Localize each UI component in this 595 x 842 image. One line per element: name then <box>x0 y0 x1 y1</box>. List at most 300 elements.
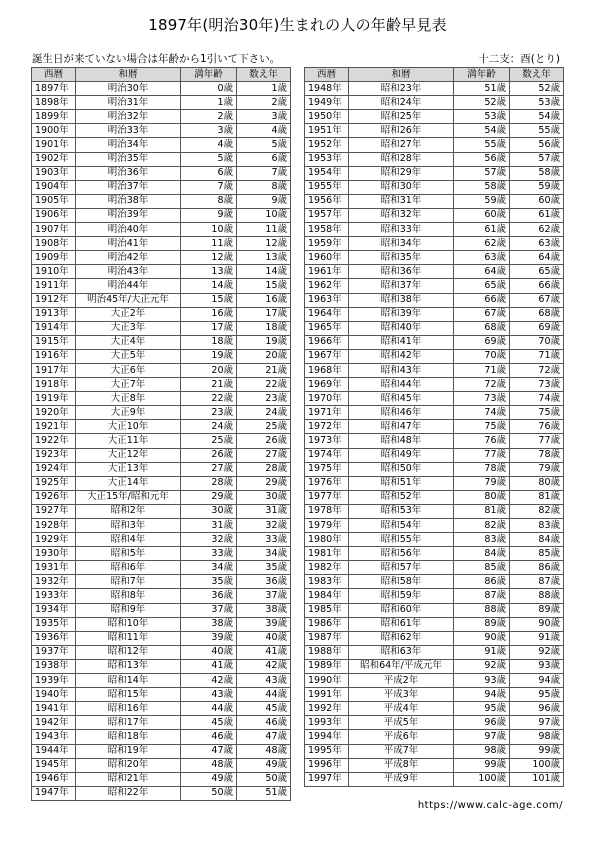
table-row <box>32 180 291 194</box>
table-row <box>305 237 564 251</box>
full-age-cell: 26歳 <box>181 448 237 462</box>
table-row <box>305 533 564 547</box>
kazoe-age-cell: 30歳 <box>237 490 291 504</box>
japanese-era-cell: 大正6年 <box>76 363 181 377</box>
western-year-cell: 1979年 <box>305 519 349 533</box>
japanese-era-cell: 平成3年 <box>349 688 454 702</box>
kazoe-age-cell: 97歳 <box>510 716 564 730</box>
japanese-era-cell: 昭和51年 <box>349 476 454 490</box>
western-year-cell: 1930年 <box>32 547 76 561</box>
full-age-cell: 46歳 <box>181 730 237 744</box>
kazoe-age-cell: 88歳 <box>510 589 564 603</box>
full-age-cell: 63歳 <box>454 251 510 265</box>
kazoe-age-cell: 84歳 <box>510 533 564 547</box>
full-age-cell: 54歳 <box>454 124 510 138</box>
japanese-era-cell: 明治35年 <box>76 152 181 166</box>
japanese-era-cell: 昭和44年 <box>349 378 454 392</box>
japanese-era-cell: 昭和50年 <box>349 462 454 476</box>
japanese-era-cell: 昭和54年 <box>349 519 454 533</box>
table-row <box>305 716 564 730</box>
japanese-era-cell: 大正9年 <box>76 406 181 420</box>
table-row <box>32 279 291 293</box>
table-row <box>305 110 564 124</box>
western-year-cell: 1909年 <box>32 251 76 265</box>
japanese-era-cell: 昭和29年 <box>349 166 454 180</box>
full-age-cell: 88歳 <box>454 603 510 617</box>
table-row <box>32 744 291 758</box>
zodiac-label: 十二支：酉(とり) <box>478 53 560 65</box>
japanese-era-cell: 明治30年 <box>76 82 181 96</box>
western-year-cell: 1966年 <box>305 335 349 349</box>
western-year-cell: 1952年 <box>305 138 349 152</box>
table-row <box>32 490 291 504</box>
table-row <box>32 363 291 377</box>
table-row <box>32 504 291 518</box>
western-year-cell: 1925年 <box>32 476 76 490</box>
western-year-cell: 1921年 <box>32 420 76 434</box>
kazoe-age-cell: 35歳 <box>237 561 291 575</box>
japanese-era-cell: 昭和8年 <box>76 589 181 603</box>
full-age-cell: 21歳 <box>181 378 237 392</box>
table-row <box>32 237 291 251</box>
table-row <box>305 279 564 293</box>
full-age-cell: 76歳 <box>454 434 510 448</box>
full-age-cell: 14歳 <box>181 279 237 293</box>
japanese-era-cell: 昭和46年 <box>349 406 454 420</box>
table-row <box>32 617 291 631</box>
western-year-cell: 1916年 <box>32 349 76 363</box>
kazoe-age-cell: 65歳 <box>510 265 564 279</box>
japanese-era-cell: 昭和39年 <box>349 307 454 321</box>
table-row <box>305 307 564 321</box>
western-year-cell: 1917年 <box>32 363 76 377</box>
full-age-cell: 53歳 <box>454 110 510 124</box>
japanese-era-cell: 平成6年 <box>349 730 454 744</box>
full-age-cell: 77歳 <box>454 448 510 462</box>
japanese-era-cell: 昭和33年 <box>349 223 454 237</box>
western-year-cell: 1961年 <box>305 265 349 279</box>
western-year-cell: 1910年 <box>32 265 76 279</box>
full-age-cell: 86歳 <box>454 575 510 589</box>
japanese-era-cell: 昭和10年 <box>76 617 181 631</box>
table-row <box>32 392 291 406</box>
full-age-cell: 91歳 <box>454 645 510 659</box>
full-age-cell: 22歳 <box>181 392 237 406</box>
japanese-era-cell: 昭和28年 <box>349 152 454 166</box>
table-row <box>32 786 291 800</box>
kazoe-age-cell: 5歳 <box>237 138 291 152</box>
full-age-cell: 45歳 <box>181 716 237 730</box>
full-age-cell: 78歳 <box>454 462 510 476</box>
kazoe-age-cell: 98歳 <box>510 730 564 744</box>
table-row <box>305 561 564 575</box>
table-row <box>305 124 564 138</box>
western-year-cell: 1986年 <box>305 617 349 631</box>
full-age-cell: 49歳 <box>181 772 237 786</box>
western-year-cell: 1996年 <box>305 758 349 772</box>
table-row <box>305 730 564 744</box>
japanese-era-cell: 明治31年 <box>76 96 181 110</box>
western-year-cell: 1953年 <box>305 152 349 166</box>
kazoe-age-cell: 46歳 <box>237 716 291 730</box>
full-age-cell: 100歳 <box>454 772 510 786</box>
full-age-cell: 38歳 <box>181 617 237 631</box>
western-year-cell: 1974年 <box>305 448 349 462</box>
western-year-cell: 1973年 <box>305 434 349 448</box>
kazoe-age-cell: 58歳 <box>510 166 564 180</box>
japanese-era-cell: 明治43年 <box>76 265 181 279</box>
table-row <box>305 82 564 96</box>
table-row <box>305 223 564 237</box>
western-year-cell: 1964年 <box>305 307 349 321</box>
table-row <box>32 194 291 208</box>
western-year-cell: 1945年 <box>32 758 76 772</box>
table-row <box>305 420 564 434</box>
japanese-era-cell: 昭和17年 <box>76 716 181 730</box>
japanese-era-cell: 昭和56年 <box>349 547 454 561</box>
full-age-cell: 25歳 <box>181 434 237 448</box>
japanese-era-cell: 昭和63年 <box>349 645 454 659</box>
full-age-cell: 67歳 <box>454 307 510 321</box>
full-age-cell: 11歳 <box>181 237 237 251</box>
western-year-cell: 1978年 <box>305 504 349 518</box>
western-year-cell: 1904年 <box>32 180 76 194</box>
japanese-era-cell: 昭和47年 <box>349 420 454 434</box>
kazoe-age-cell: 76歳 <box>510 420 564 434</box>
western-year-cell: 1946年 <box>32 772 76 786</box>
kazoe-age-cell: 71歳 <box>510 349 564 363</box>
full-age-cell: 95歳 <box>454 702 510 716</box>
table-row <box>32 533 291 547</box>
japanese-era-cell: 明治39年 <box>76 208 181 222</box>
japanese-era-cell: 大正11年 <box>76 434 181 448</box>
table-row <box>305 519 564 533</box>
full-age-cell: 58歳 <box>454 180 510 194</box>
western-year-cell: 1982年 <box>305 561 349 575</box>
table-row <box>305 688 564 702</box>
kazoe-age-cell: 101歳 <box>510 772 564 786</box>
full-age-cell: 92歳 <box>454 659 510 673</box>
table-row <box>32 208 291 222</box>
japanese-era-cell: 大正12年 <box>76 448 181 462</box>
full-age-cell: 66歳 <box>454 293 510 307</box>
japanese-era-cell: 明治44年 <box>76 279 181 293</box>
table-row <box>305 772 564 786</box>
western-year-cell: 1923年 <box>32 448 76 462</box>
japanese-era-cell: 昭和64年/平成元年 <box>349 659 454 673</box>
western-year-cell: 1912年 <box>32 293 76 307</box>
table-row <box>305 575 564 589</box>
western-year-cell: 1898年 <box>32 96 76 110</box>
kazoe-age-cell: 95歳 <box>510 688 564 702</box>
japanese-era-cell: 昭和21年 <box>76 772 181 786</box>
western-year-cell: 1908年 <box>32 237 76 251</box>
kazoe-age-cell: 29歳 <box>237 476 291 490</box>
western-year-cell: 1913年 <box>32 307 76 321</box>
western-year-cell: 1929年 <box>32 533 76 547</box>
kazoe-age-cell: 56歳 <box>510 138 564 152</box>
table-row <box>32 420 291 434</box>
western-year-cell: 1948年 <box>305 82 349 96</box>
japanese-era-cell: 昭和35年 <box>349 251 454 265</box>
western-year-cell: 1990年 <box>305 674 349 688</box>
table-row <box>32 547 291 561</box>
kazoe-age-cell: 72歳 <box>510 363 564 377</box>
full-age-cell: 98歳 <box>454 744 510 758</box>
kazoe-age-cell: 28歳 <box>237 462 291 476</box>
kazoe-age-cell: 20歳 <box>237 349 291 363</box>
kazoe-age-cell: 21歳 <box>237 363 291 377</box>
kazoe-age-cell: 78歳 <box>510 448 564 462</box>
japanese-era-cell: 平成2年 <box>349 674 454 688</box>
kazoe-age-cell: 79歳 <box>510 462 564 476</box>
western-year-cell: 1931年 <box>32 561 76 575</box>
kazoe-age-cell: 61歳 <box>510 208 564 222</box>
table-row <box>305 251 564 265</box>
table-row <box>305 589 564 603</box>
japanese-era-cell: 昭和52年 <box>349 490 454 504</box>
header-japanese-era: 和暦 <box>76 68 181 82</box>
table-row <box>32 772 291 786</box>
full-age-cell: 39歳 <box>181 631 237 645</box>
kazoe-age-cell: 52歳 <box>510 82 564 96</box>
full-age-cell: 24歳 <box>181 420 237 434</box>
table-row <box>305 702 564 716</box>
kazoe-age-cell: 94歳 <box>510 674 564 688</box>
table-row <box>305 378 564 392</box>
western-year-cell: 1935年 <box>32 617 76 631</box>
table-header-row <box>32 68 291 82</box>
kazoe-age-cell: 6歳 <box>237 152 291 166</box>
table-row <box>32 321 291 335</box>
japanese-era-cell: 昭和31年 <box>349 194 454 208</box>
japanese-era-cell: 昭和62年 <box>349 631 454 645</box>
table-row <box>305 293 564 307</box>
western-year-cell: 1907年 <box>32 223 76 237</box>
full-age-cell: 61歳 <box>454 223 510 237</box>
table-row <box>305 547 564 561</box>
western-year-cell: 1939年 <box>32 674 76 688</box>
table-row <box>32 138 291 152</box>
western-year-cell: 1924年 <box>32 462 76 476</box>
kazoe-age-cell: 31歳 <box>237 504 291 518</box>
western-year-cell: 1993年 <box>305 716 349 730</box>
western-year-cell: 1954年 <box>305 166 349 180</box>
kazoe-age-cell: 80歳 <box>510 476 564 490</box>
western-year-cell: 1937年 <box>32 645 76 659</box>
kazoe-age-cell: 93歳 <box>510 659 564 673</box>
table-row <box>305 744 564 758</box>
western-year-cell: 1960年 <box>305 251 349 265</box>
full-age-cell: 6歳 <box>181 166 237 180</box>
japanese-era-cell: 大正5年 <box>76 349 181 363</box>
western-year-cell: 1970年 <box>305 392 349 406</box>
western-year-cell: 1920年 <box>32 406 76 420</box>
full-age-cell: 84歳 <box>454 547 510 561</box>
kazoe-age-cell: 23歳 <box>237 392 291 406</box>
japanese-era-cell: 昭和24年 <box>349 96 454 110</box>
table-row <box>305 349 564 363</box>
western-year-cell: 1926年 <box>32 490 76 504</box>
kazoe-age-cell: 43歳 <box>237 674 291 688</box>
western-year-cell: 1988年 <box>305 645 349 659</box>
western-year-cell: 1977年 <box>305 490 349 504</box>
western-year-cell: 1914年 <box>32 321 76 335</box>
full-age-cell: 56歳 <box>454 152 510 166</box>
japanese-era-cell: 大正10年 <box>76 420 181 434</box>
western-year-cell: 1936年 <box>32 631 76 645</box>
kazoe-age-cell: 39歳 <box>237 617 291 631</box>
header-full-age: 満年齢 <box>454 68 510 82</box>
kazoe-age-cell: 100歳 <box>510 758 564 772</box>
western-year-cell: 1922年 <box>32 434 76 448</box>
japanese-era-cell: 昭和13年 <box>76 659 181 673</box>
kazoe-age-cell: 22歳 <box>237 378 291 392</box>
table-row <box>305 462 564 476</box>
japanese-era-cell: 明治33年 <box>76 124 181 138</box>
full-age-cell: 75歳 <box>454 420 510 434</box>
japanese-era-cell: 昭和55年 <box>349 533 454 547</box>
kazoe-age-cell: 44歳 <box>237 688 291 702</box>
kazoe-age-cell: 27歳 <box>237 448 291 462</box>
full-age-cell: 23歳 <box>181 406 237 420</box>
western-year-cell: 1943年 <box>32 730 76 744</box>
full-age-cell: 0歳 <box>181 82 237 96</box>
western-year-cell: 1957年 <box>305 208 349 222</box>
japanese-era-cell: 昭和58年 <box>349 575 454 589</box>
table-row <box>32 434 291 448</box>
kazoe-age-cell: 89歳 <box>510 603 564 617</box>
western-year-cell: 1980年 <box>305 533 349 547</box>
table-row <box>32 307 291 321</box>
full-age-cell: 60歳 <box>454 208 510 222</box>
table-row <box>32 124 291 138</box>
full-age-cell: 93歳 <box>454 674 510 688</box>
western-year-cell: 1918年 <box>32 378 76 392</box>
japanese-era-cell: 昭和16年 <box>76 702 181 716</box>
western-year-cell: 1932年 <box>32 575 76 589</box>
kazoe-age-cell: 66歳 <box>510 279 564 293</box>
western-year-cell: 1906年 <box>32 208 76 222</box>
japanese-era-cell: 昭和36年 <box>349 265 454 279</box>
table-row <box>305 476 564 490</box>
kazoe-age-cell: 50歳 <box>237 772 291 786</box>
kazoe-age-cell: 42歳 <box>237 659 291 673</box>
table-row <box>32 603 291 617</box>
full-age-cell: 32歳 <box>181 533 237 547</box>
western-year-cell: 1951年 <box>305 124 349 138</box>
table-row <box>32 223 291 237</box>
table-row <box>32 152 291 166</box>
kazoe-age-cell: 57歳 <box>510 152 564 166</box>
kazoe-age-cell: 34歳 <box>237 547 291 561</box>
full-age-cell: 55歳 <box>454 138 510 152</box>
japanese-era-cell: 昭和42年 <box>349 349 454 363</box>
japanese-era-cell: 昭和23年 <box>349 82 454 96</box>
japanese-era-cell: 明治45年/大正元年 <box>76 293 181 307</box>
table-row <box>32 702 291 716</box>
table-row <box>305 603 564 617</box>
japanese-era-cell: 昭和41年 <box>349 335 454 349</box>
kazoe-age-cell: 55歳 <box>510 124 564 138</box>
table-row <box>305 406 564 420</box>
full-age-cell: 29歳 <box>181 490 237 504</box>
table-row <box>305 166 564 180</box>
japanese-era-cell: 昭和32年 <box>349 208 454 222</box>
full-age-cell: 28歳 <box>181 476 237 490</box>
japanese-era-cell: 昭和61年 <box>349 617 454 631</box>
table-row <box>305 490 564 504</box>
full-age-cell: 10歳 <box>181 223 237 237</box>
table-row <box>305 265 564 279</box>
table-row <box>32 82 291 96</box>
table-row <box>305 617 564 631</box>
full-age-cell: 89歳 <box>454 617 510 631</box>
western-year-cell: 1959年 <box>305 237 349 251</box>
japanese-era-cell: 平成4年 <box>349 702 454 716</box>
western-year-cell: 1942年 <box>32 716 76 730</box>
western-year-cell: 1947年 <box>32 786 76 800</box>
western-year-cell: 1995年 <box>305 744 349 758</box>
kazoe-age-cell: 19歳 <box>237 335 291 349</box>
kazoe-age-cell: 36歳 <box>237 575 291 589</box>
japanese-era-cell: 昭和14年 <box>76 674 181 688</box>
japanese-era-cell: 平成9年 <box>349 772 454 786</box>
kazoe-age-cell: 32歳 <box>237 519 291 533</box>
kazoe-age-cell: 69歳 <box>510 321 564 335</box>
western-year-cell: 1915年 <box>32 335 76 349</box>
full-age-cell: 68歳 <box>454 321 510 335</box>
japanese-era-cell: 昭和43年 <box>349 363 454 377</box>
kazoe-age-cell: 40歳 <box>237 631 291 645</box>
kazoe-age-cell: 14歳 <box>237 265 291 279</box>
full-age-cell: 90歳 <box>454 631 510 645</box>
full-age-cell: 16歳 <box>181 307 237 321</box>
western-year-cell: 1934年 <box>32 603 76 617</box>
kazoe-age-cell: 54歳 <box>510 110 564 124</box>
header-full-age: 満年齢 <box>181 68 237 82</box>
full-age-cell: 15歳 <box>181 293 237 307</box>
full-age-cell: 71歳 <box>454 363 510 377</box>
western-year-cell: 1972年 <box>305 420 349 434</box>
western-year-cell: 1949年 <box>305 96 349 110</box>
table-row <box>32 688 291 702</box>
kazoe-age-cell: 51歳 <box>237 786 291 800</box>
full-age-cell: 50歳 <box>181 786 237 800</box>
full-age-cell: 44歳 <box>181 702 237 716</box>
japanese-era-cell: 昭和38年 <box>349 293 454 307</box>
table-row <box>32 110 291 124</box>
japanese-era-cell: 明治36年 <box>76 166 181 180</box>
full-age-cell: 34歳 <box>181 561 237 575</box>
kazoe-age-cell: 53歳 <box>510 96 564 110</box>
kazoe-age-cell: 87歳 <box>510 575 564 589</box>
kazoe-age-cell: 96歳 <box>510 702 564 716</box>
western-year-cell: 1958年 <box>305 223 349 237</box>
japanese-era-cell: 昭和40年 <box>349 321 454 335</box>
western-year-cell: 1962年 <box>305 279 349 293</box>
table-row <box>305 321 564 335</box>
table-row <box>305 434 564 448</box>
table-row <box>305 659 564 673</box>
table-row <box>32 378 291 392</box>
full-age-cell: 41歳 <box>181 659 237 673</box>
full-age-cell: 57歳 <box>454 166 510 180</box>
kazoe-age-cell: 68歳 <box>510 307 564 321</box>
western-year-cell: 1938年 <box>32 659 76 673</box>
full-age-cell: 31歳 <box>181 519 237 533</box>
japanese-era-cell: 昭和45年 <box>349 392 454 406</box>
